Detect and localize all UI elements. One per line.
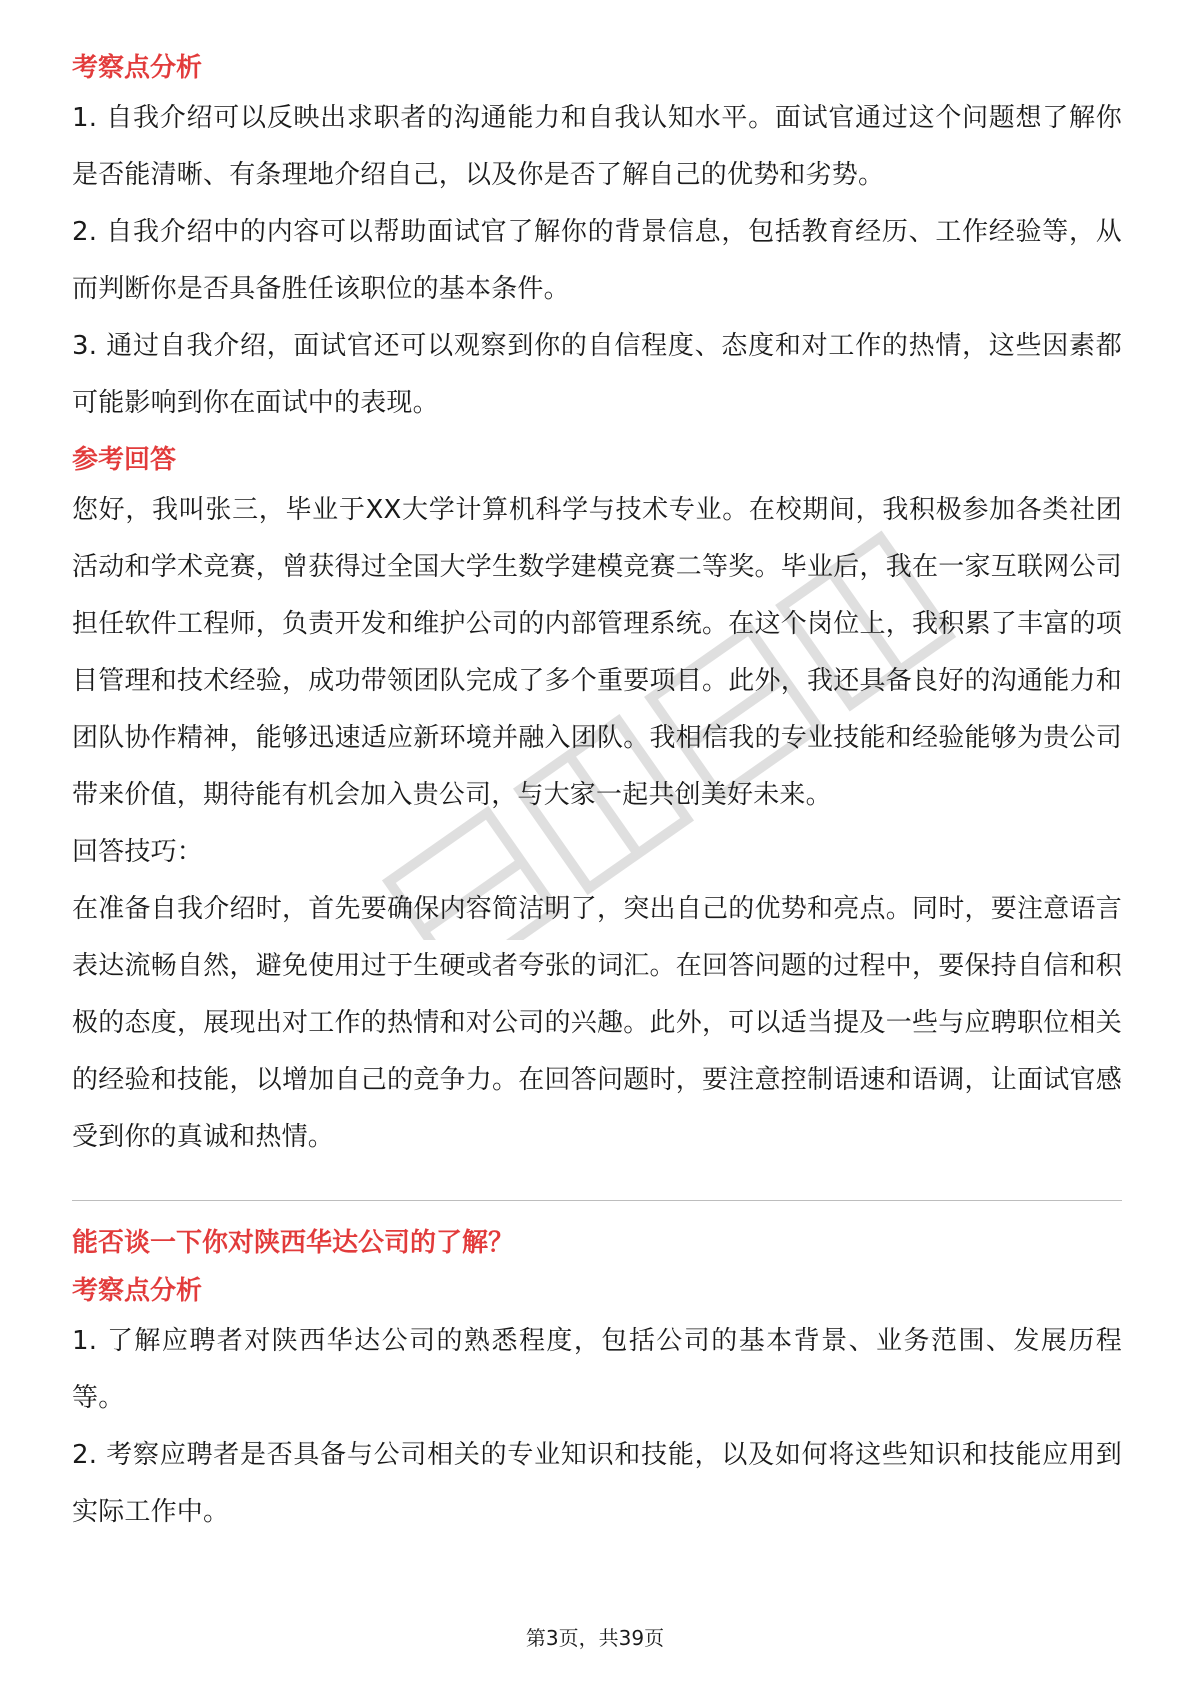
analysis-heading: 考察点分析: [72, 53, 203, 83]
reference-answer: [72, 482, 1122, 1166]
analysis-item: 1. 自我介绍可以反映出求职者的沟通能力和自我认知水平。面试官通过这个问题想了解你是否能清晰、有条理地介绍自己，以及你是否了解自己的优势和劣势。: [72, 103, 1122, 190]
analysis-list: [72, 90, 1122, 432]
analysis-item: 2. 考察应聘者是否具备与公司相关的专业知识和技能，以及如何将这些知识和技能应用到实际工作中。: [72, 1440, 1122, 1527]
answer-text: 您好，我叫张三，毕业于XX大学计算机科学与技术专业。在校期间，我积极参加各类社团活动和学术竞赛，曾获得过全国大学生数学建模竞赛二等奖。毕业后，我在一家互联网公司担任软件工程师，负责开发和维护公司的内部管理系统。在这个岗位上，我积累了丰富的项目管理和技术经验，成功带领团队完成了多个重要项目。此外，我还具备良好的沟通能力和团队协作精神，能够迅速适应新环境并融入团队。我相信我的专业技能和经验能够为贵公司带来价值，期待能有机会加入贵公司，与大家一起共创美好未来。: [72, 495, 1122, 810]
analysis-item: 1. 了解应聘者对陕西华达公司的熟悉程度，包括公司的基本背景、业务范围、发展历程等。: [72, 1326, 1122, 1413]
analysis-item: 2. 自我介绍中的内容可以帮助面试官了解你的背景信息，包括教育经历、工作经验等，从而判断你是否具备胜任该职位的基本条件。: [72, 217, 1122, 304]
question-title: 能否谈一下你对陕西华达公司的了解？: [72, 1228, 515, 1258]
analysis-heading: 考察点分析: [72, 1276, 203, 1306]
reference-answer-heading: 参考回答: [72, 445, 177, 475]
analysis-item: 3. 通过自我介绍，面试官还可以观察到你的自信程度、态度和对工作的热情，这些因素都可能影响到你在面试中的表现。: [72, 331, 1122, 418]
section-divider: [72, 1200, 1122, 1201]
page-number: 第3页，共39页: [525, 1626, 665, 1650]
tips-text: 在准备自我介绍时，首先要确保内容简洁明了，突出自己的优势和亮点。同时，要注意语言表达流畅自然，避免使用过于生硬或者夸张的词汇。在回答问题的过程中，要保持自信和积极的态度，展现出对工作的热情和对公司的兴趣。此外，可以适当提及一些与应聘职位相关的经验和技能，以增加自己的竞争力。在回答问题时，要注意控制语速和语调，让面试官感受到你的真诚和热情。: [72, 894, 1122, 1152]
tips-label: 回答技巧：: [72, 837, 204, 867]
analysis-list: [72, 1313, 1122, 1541]
document-page: [72, 48, 1122, 1541]
